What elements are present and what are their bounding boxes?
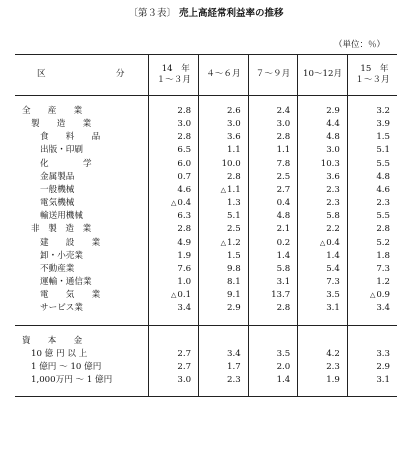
- row-label: 建 設 業: [40, 237, 101, 248]
- industry-section: [15, 96, 397, 326]
- value-cell: △1.1: [199, 184, 249, 197]
- table-row: [15, 184, 397, 197]
- value-cell: 3.6: [298, 171, 348, 184]
- value-cell: 2.7: [248, 184, 298, 197]
- value-cell: 1.5: [199, 250, 249, 263]
- negative-mark: △: [220, 185, 227, 194]
- value-cell: 2.6: [199, 105, 249, 118]
- value-cell: 4.9: [149, 237, 199, 250]
- spacer-row: [15, 325, 397, 335]
- capital-heading: 資 本 金: [22, 335, 83, 346]
- table-row: [15, 144, 397, 157]
- row-label: 化 学: [40, 158, 92, 169]
- value-cell: 2.5: [248, 171, 298, 184]
- value-cell: 2.3: [298, 361, 348, 374]
- row-label: 輸送用機械: [40, 211, 83, 222]
- negative-mark: △: [171, 199, 177, 208]
- value-cell: 3.5: [248, 348, 298, 361]
- value-cell: 4.6: [149, 184, 199, 197]
- header-col-1: 14 年 １～３月: [149, 55, 199, 96]
- value-cell: 3.4: [149, 302, 199, 315]
- value-cell: △0.9: [347, 289, 397, 302]
- value-cell: △1.2: [199, 237, 249, 250]
- table-row: [15, 210, 397, 223]
- value-cell: 7.8: [248, 158, 298, 171]
- value-cell: 10.0: [199, 158, 249, 171]
- value-cell: 3.4: [347, 302, 397, 315]
- value-cell: 2.2: [298, 223, 348, 236]
- row-label: 1,000万円 ～ 1 億円: [31, 374, 113, 385]
- value-cell: 2.0: [248, 361, 298, 374]
- table-number: 〔第３表〕: [128, 8, 176, 19]
- negative-mark: △: [220, 238, 227, 247]
- value-cell: 7.3: [298, 276, 348, 289]
- value-cell: 13.7: [248, 289, 298, 302]
- row-label: 卸・小売業: [40, 250, 83, 261]
- value-cell: 2.3: [199, 374, 249, 387]
- value-cell: 1.9: [298, 374, 348, 387]
- header-col-3: ７～９月: [248, 55, 298, 96]
- value-cell: △0.4: [149, 197, 199, 210]
- table-row: [15, 158, 397, 171]
- value-cell: 1.4: [248, 374, 298, 387]
- value-cell: 3.6: [199, 131, 249, 144]
- value-cell: 2.8: [199, 171, 249, 184]
- value-cell: 6.3: [149, 210, 199, 223]
- row-label: 金属製品: [40, 171, 75, 182]
- value-cell: 8.1: [199, 276, 249, 289]
- table-row: [15, 105, 397, 118]
- value-cell: 3.1: [298, 302, 348, 315]
- value-cell: 0.4: [248, 197, 298, 210]
- value-cell: 5.8: [298, 210, 348, 223]
- row-label: 10 億 円 以 上: [31, 348, 88, 359]
- value-cell: 5.1: [347, 144, 397, 157]
- table-row: [15, 131, 397, 144]
- negative-mark: △: [319, 238, 326, 247]
- value-cell: 2.8: [149, 131, 199, 144]
- value-cell: 5.8: [248, 263, 298, 276]
- row-label: 不動産業: [40, 263, 75, 274]
- value-cell: 5.2: [347, 237, 397, 250]
- spacer-row: [15, 316, 397, 326]
- table-caption: 売上高経常利益率の推移: [179, 8, 284, 19]
- row-label: 1 億円 ～ 10 億円: [31, 361, 102, 372]
- value-cell: 2.8: [248, 131, 298, 144]
- value-cell: △0.1: [149, 289, 199, 302]
- value-cell: 3.3: [347, 348, 397, 361]
- value-cell: 2.9: [347, 361, 397, 374]
- value-cell: 1.0: [149, 276, 199, 289]
- value-cell: 2.4: [248, 105, 298, 118]
- table-row: [15, 348, 397, 361]
- value-cell: 6.0: [149, 158, 199, 171]
- table-row: [15, 223, 397, 236]
- value-cell: 3.0: [248, 118, 298, 131]
- row-label: 食 料 品: [40, 132, 101, 143]
- value-cell: 2.8: [248, 302, 298, 315]
- value-cell: 5.5: [347, 158, 397, 171]
- value-cell: 2.8: [347, 223, 397, 236]
- value-cell: 1.1: [199, 144, 249, 157]
- value-cell: 2.1: [248, 223, 298, 236]
- negative-mark: △: [171, 291, 177, 300]
- value-cell: 2.3: [347, 197, 397, 210]
- value-cell: 2.7: [149, 348, 199, 361]
- value-cell: 4.6: [347, 184, 397, 197]
- table-row: [15, 118, 397, 131]
- value-cell: 3.0: [149, 374, 199, 387]
- value-cell: 2.3: [298, 184, 348, 197]
- negative-mark: △: [369, 291, 376, 300]
- value-cell: 3.1: [248, 276, 298, 289]
- value-cell: △0.4: [298, 237, 348, 250]
- value-cell: 5.4: [298, 263, 348, 276]
- value-cell: 2.7: [149, 361, 199, 374]
- value-cell: 1.9: [149, 250, 199, 263]
- row-label: 運輸・通信業: [40, 277, 92, 288]
- value-cell: 4.4: [298, 118, 348, 131]
- value-cell: 2.8: [149, 223, 199, 236]
- value-cell: 1.8: [347, 250, 397, 263]
- row-label: 非 製 造 業: [31, 224, 92, 235]
- header-col-2: ４～６月: [199, 55, 249, 96]
- header-col-5: 15 年 １～３月: [347, 55, 397, 96]
- row-label: 製 造 業: [31, 119, 92, 130]
- spacer-row: [15, 387, 397, 397]
- row-label: 一般機械: [40, 184, 75, 195]
- table-row: [15, 171, 397, 184]
- value-cell: 7.3: [347, 263, 397, 276]
- table-row: [15, 276, 397, 289]
- value-cell: 9.8: [199, 263, 249, 276]
- value-cell: 1.3: [199, 197, 249, 210]
- table-row: [15, 361, 397, 374]
- header-category: 区 分: [15, 55, 149, 96]
- capital-heading-row: [15, 335, 397, 348]
- row-label: 電 気 業: [40, 290, 101, 301]
- table-row: [15, 263, 397, 276]
- value-cell: 7.6: [149, 263, 199, 276]
- value-cell: 5.1: [199, 210, 249, 223]
- value-cell: 3.0: [199, 118, 249, 131]
- header-col-4: 10～12月: [298, 55, 348, 96]
- table-row: [15, 302, 397, 315]
- value-cell: 2.5: [199, 223, 249, 236]
- table-row: [15, 289, 397, 302]
- value-cell: 1.4: [248, 250, 298, 263]
- table-row: [15, 374, 397, 387]
- unit-note: （単位：％）: [333, 40, 385, 50]
- value-cell: 3.2: [347, 105, 397, 118]
- row-label: 全 産 業: [22, 106, 83, 116]
- header-row: [15, 55, 397, 96]
- spacer-row: [15, 96, 397, 106]
- value-cell: 1.7: [199, 361, 249, 374]
- value-cell: 1.2: [347, 276, 397, 289]
- value-cell: 3.5: [298, 289, 348, 302]
- value-cell: 0.7: [149, 171, 199, 184]
- value-cell: 3.9: [347, 118, 397, 131]
- table-title: [0, 5, 412, 19]
- value-cell: 9.1: [199, 289, 249, 302]
- table-row: [15, 197, 397, 210]
- ratio-table: [15, 54, 397, 397]
- value-cell: 10.3: [298, 158, 348, 171]
- row-label: 出版・印刷: [40, 145, 83, 156]
- value-cell: 3.0: [149, 118, 199, 131]
- value-cell: 2.9: [298, 105, 348, 118]
- value-cell: 3.0: [298, 144, 348, 157]
- table-row: [15, 250, 397, 263]
- value-cell: 5.5: [347, 210, 397, 223]
- value-cell: 1.4: [298, 250, 348, 263]
- value-cell: 2.9: [199, 302, 249, 315]
- value-cell: 3.4: [199, 348, 249, 361]
- table-row: [15, 237, 397, 250]
- value-cell: 4.2: [298, 348, 348, 361]
- value-cell: 1.5: [347, 131, 397, 144]
- value-cell: 6.5: [149, 144, 199, 157]
- value-cell: 2.3: [298, 197, 348, 210]
- capital-section: [15, 325, 397, 397]
- value-cell: 3.1: [347, 374, 397, 387]
- row-label: サービス業: [40, 303, 83, 314]
- row-label: 電気機械: [40, 198, 75, 209]
- value-cell: 4.8: [347, 171, 397, 184]
- value-cell: 0.2: [248, 237, 298, 250]
- value-cell: 1.1: [248, 144, 298, 157]
- value-cell: 2.8: [149, 105, 199, 118]
- value-cell: 4.8: [248, 210, 298, 223]
- value-cell: 4.8: [298, 131, 348, 144]
